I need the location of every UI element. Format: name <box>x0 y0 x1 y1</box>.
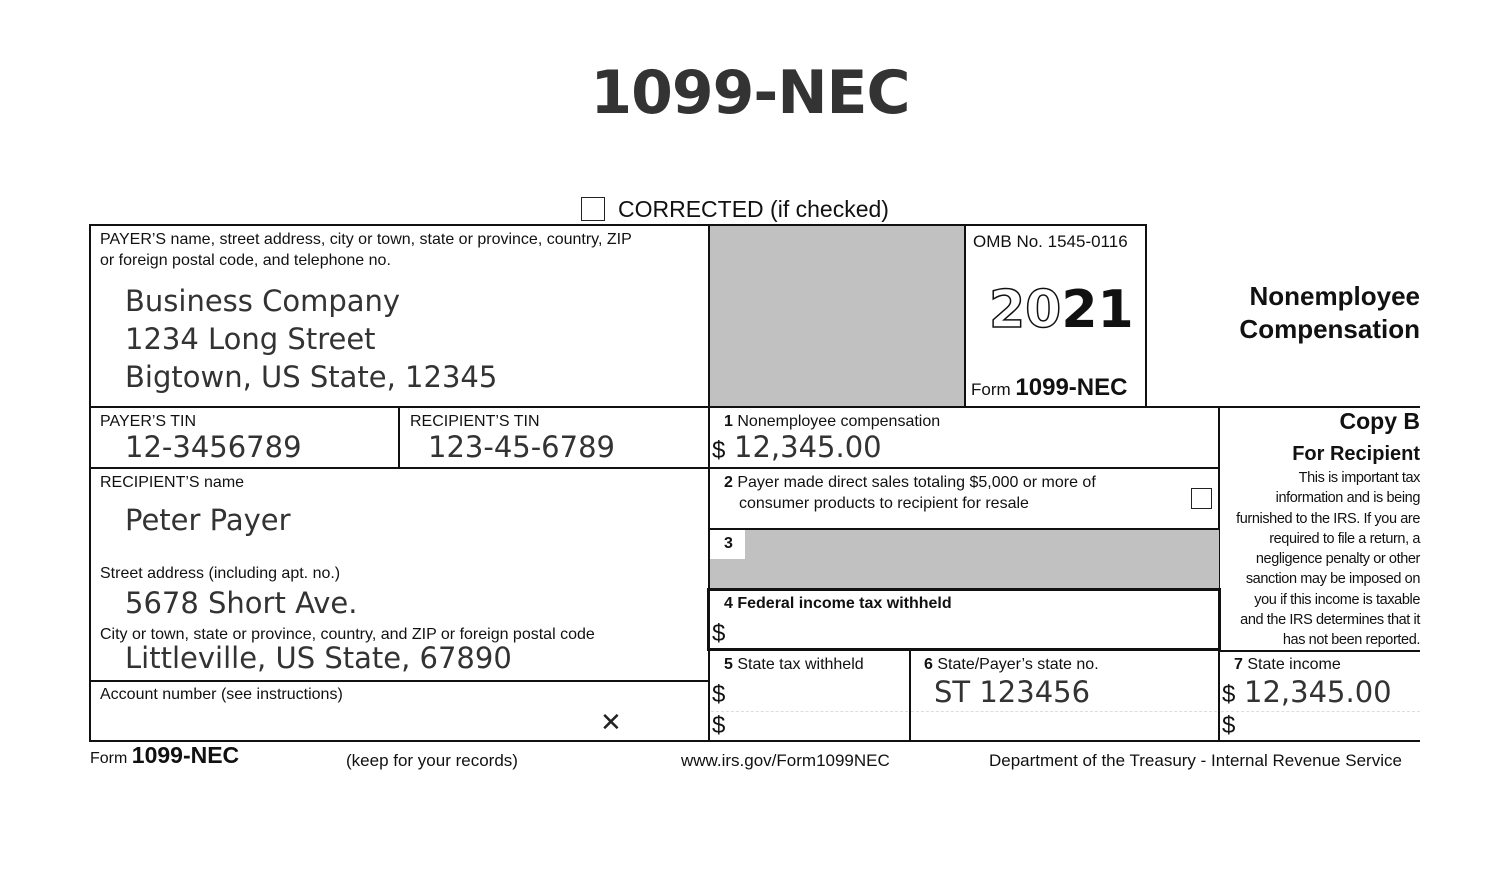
recipient-street[interactable]: 5678 Short Ave. <box>125 586 358 620</box>
box2-label: 2 Payer made direct sales totaling $5,000 or more of <box>724 474 1096 491</box>
payer-street[interactable]: 1234 Long Street <box>125 322 376 356</box>
box1-value[interactable]: 12,345.00 <box>734 430 882 464</box>
form-border-left <box>89 224 91 742</box>
state-row-divider <box>911 711 1217 712</box>
row-divider-recipient <box>89 467 1220 469</box>
account-number-label: Account number (see instructions) <box>100 686 343 703</box>
box5-currency-row1: $ <box>712 681 726 708</box>
corrected-checkbox[interactable] <box>581 197 605 221</box>
box3-label: 3 <box>724 535 733 552</box>
recipient-street-label: Street address (including apt. no.) <box>100 565 341 582</box>
divider-box5-6 <box>909 650 911 742</box>
form-title <box>1160 280 1420 346</box>
payer-tin-value[interactable]: 12-3456789 <box>125 430 302 464</box>
footer-url[interactable]: www.irs.gov/Form1099NEC <box>681 751 890 770</box>
divider-tin <box>398 406 400 468</box>
recipient-city[interactable]: Littleville, US State, 67890 <box>125 641 512 675</box>
footer-keep: (keep for your records) <box>346 751 518 770</box>
box2-label-line2: consumer products to recipient for resale <box>739 495 1029 512</box>
header-form-label <box>971 374 1128 401</box>
form-border-top <box>89 224 1147 226</box>
recipient-tin-label: RECIPIENT’S TIN <box>410 413 540 430</box>
recipient-tin-value[interactable]: 123-45-6789 <box>428 430 615 464</box>
copy-title: Copy B <box>1339 408 1420 434</box>
row-divider-account <box>89 680 709 682</box>
shaded-area-header <box>710 226 964 406</box>
header-form-name: 1099-NEC <box>1015 374 1128 401</box>
tax-year-outline: 20 <box>989 280 1062 340</box>
tax-year <box>989 280 1134 340</box>
recipient-city-label: City or town, state or province, country, and ZIP or foreign postal code <box>100 626 595 643</box>
row-divider-tin <box>89 406 1420 408</box>
box6-label: 6 State/Payer’s state no. <box>924 656 1099 673</box>
corrected-checkbox-group[interactable] <box>581 195 889 223</box>
box7-value-row1[interactable]: 12,345.00 <box>1244 675 1392 709</box>
omb-number: OMB No. 1545-0116 <box>973 232 1128 251</box>
divider-header-right <box>1145 224 1147 408</box>
form-title-line2: Compensation <box>1239 314 1420 344</box>
copy-notice: This is important tax information and is being furnished to the IRS. If you are required to file a return, a negligence penalty or other sanction may be imposed on you if this income is taxable and the IRS determines that it has not been reported. <box>1236 470 1420 649</box>
box1-label: 1 Nonemployee compensation <box>724 413 941 430</box>
page-title: 1099-NEC <box>590 58 910 128</box>
close-icon: ✕ <box>600 707 622 737</box>
payer-tin-label: PAYER’S TIN <box>100 413 197 430</box>
footer-dept: Department of the Treasury - Internal Revenue Service <box>989 751 1402 770</box>
corrected-label: CORRECTED (if checked) <box>618 195 889 222</box>
tax-year-bold: 21 <box>1061 280 1134 340</box>
box1-currency: $ <box>712 437 726 464</box>
recipient-name[interactable]: Peter Payer <box>125 503 291 537</box>
box4-label: 4 Federal income tax withheld <box>724 595 952 612</box>
state-row-divider <box>711 711 908 712</box>
box6-value-row1[interactable]: ST 123456 <box>934 675 1091 709</box>
form-border-bottom <box>89 740 1420 742</box>
box2-checkbox[interactable] <box>1191 488 1212 509</box>
payer-city[interactable]: Bigtown, US State, 12345 <box>125 360 498 394</box>
box4-currency: $ <box>712 620 726 647</box>
payer-label-line2: or foreign postal code, and telephone no. <box>100 252 391 269</box>
footer-form-name: 1099-NEC <box>131 742 240 768</box>
box7-currency-row1: $ <box>1222 681 1236 708</box>
copy-subtitle: For Recipient <box>1292 443 1420 465</box>
payer-label: PAYER’S name, street address, city or town, state or province, country, ZIP <box>100 231 632 248</box>
box7-label: 7 State income <box>1234 656 1341 673</box>
box5-currency-row2: $ <box>712 712 726 739</box>
divider-omb <box>964 224 966 408</box>
footer-form-label: Form 1099-NEC <box>90 742 240 768</box>
box3-shaded <box>710 530 1219 588</box>
form-title-line1: Nonemployee <box>1249 281 1420 311</box>
box5-label: 5 State tax withheld <box>724 656 864 673</box>
payer-name[interactable]: Business Company <box>125 284 401 318</box>
state-row-divider <box>1221 711 1420 712</box>
box7-currency-row2: $ <box>1222 712 1236 739</box>
header-form-prefix: Form <box>971 380 1011 399</box>
recipient-name-label: RECIPIENT’S name <box>100 474 245 491</box>
